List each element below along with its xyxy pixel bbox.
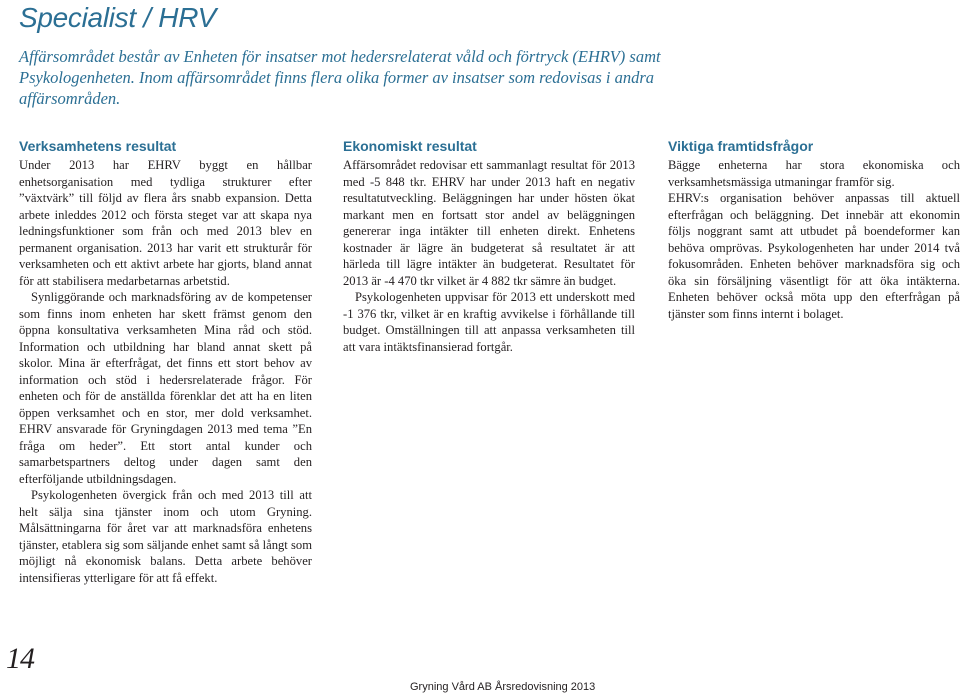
paragraph: Psykologenheten övergick från och med 2013 till att helt sälja sina tjänster inom och utom Gryning. Målsättningarna för året var att marknadsföra enhetens tjänster, etablera sig som säljande enhet samt så långt som möjligt nå ekonomisk balans. Detta arbete behöver intensifieras ytterligare för att få effekt. xyxy=(19,488,312,585)
column-results xyxy=(19,137,312,586)
section-heading: Ekonomiskt resultat xyxy=(343,138,477,154)
intro-line: Psykologenheten. Inom affärsområdet finns flera olika former av insatser som redovisas i andra affärsområden. xyxy=(19,68,655,108)
column-economy xyxy=(343,137,635,355)
section-heading: Verksamhetens resultat xyxy=(19,138,177,154)
column-future xyxy=(668,137,960,322)
intro-line: Affärsområdet består av Enheten för insatser mot hedersrelaterat våld och förtryck (EHRV) samt xyxy=(19,47,661,66)
paragraph: Under 2013 har EHRV byggt en hållbar enhetsorganisation med tydliga strukturer efter ”växtvärk” till följd av flera års snabb expansion. Detta arbete inleddes 2012 och första steget var att skapa nya ledningsfunktioner som från och med 2013 blev en permanent organisation. 2013 har varit ett strukturår för verksamheten och ett aktivt arbete har gjorts, bland annat för att stabilisera medarbetarnas arbetstid. xyxy=(19,158,312,288)
page-title: Specialist / HRV xyxy=(19,2,216,33)
paragraph: EHRV:s organisation behöver anpassas till aktuell efterfrågan och beläggning. Det innebär att ekonomin följs noggrant samt att utbudet på boendeformer kan behöva omprövas. Psykologenheten har under 2014 två fokusområden. Enheten behöver marknadsföra sig och öka sin försäljning väsentligt för att öka intäkterna. Enheten behöver också möta upp den efterfrågan på tjänster som finns internt i bolaget. xyxy=(668,191,960,321)
paragraph: Psykologenheten uppvisar för 2013 ett underskott med -1 376 tkr, vilket är en kraftig avvikelse i förhållande till budget. Omställningen till att anpassa verksamheten till att vara intäktsfinansierad fortgår. xyxy=(343,290,635,354)
paragraph: Bägge enheterna har stora ekonomiska och verksamhetsmässiga utmaningar framför sig. xyxy=(668,158,960,189)
footer-text: Gryning Vård AB Årsredovisning 2013 xyxy=(410,681,596,693)
page-number: 14 xyxy=(6,642,34,675)
intro-text xyxy=(19,46,719,109)
paragraph: Affärsområdet redovisar ett sammanlagt resultat för 2013 med -5 848 tkr. EHRV har under 2013 haft en negativ resultatutveckling. Beläggningen har under hösten ökat markant men en fortsatt stor andel av beläggningen genererar inga intäkter till enheten direkt. Enhetens kostnader är lägre än budgeterat så resultatet är att härleda till lägre intäkter än budgeterat. Resultatet för 2013 är -4 470 tkr vilket är 4 882 tkr sämre än budget. xyxy=(343,158,635,288)
section-heading: Viktiga framtidsfrågor xyxy=(668,138,814,154)
paragraph: Synliggörande och marknadsföring av de kompetenser som finns inom enheten har skett främst genom den öppna konsultativa verksamheten Mina råd och stöd. Information och utbildning har bland annat skett på skolor. Mina är efterfrågat, det finns ett stort behov av information och stöd i hedersrelaterade frågor. För enheten och för de anställda förenklar det att ha en liten öppen verksamhet och en stor, mer dold verksamhet. EHRV ansvarade för Gryningdagen 2013 med tema ”En fråga om heder”. Ett stort antal kunder och samarbetspartners deltog under dagen samt den efterföljande utbildningsdagen. xyxy=(19,290,312,486)
